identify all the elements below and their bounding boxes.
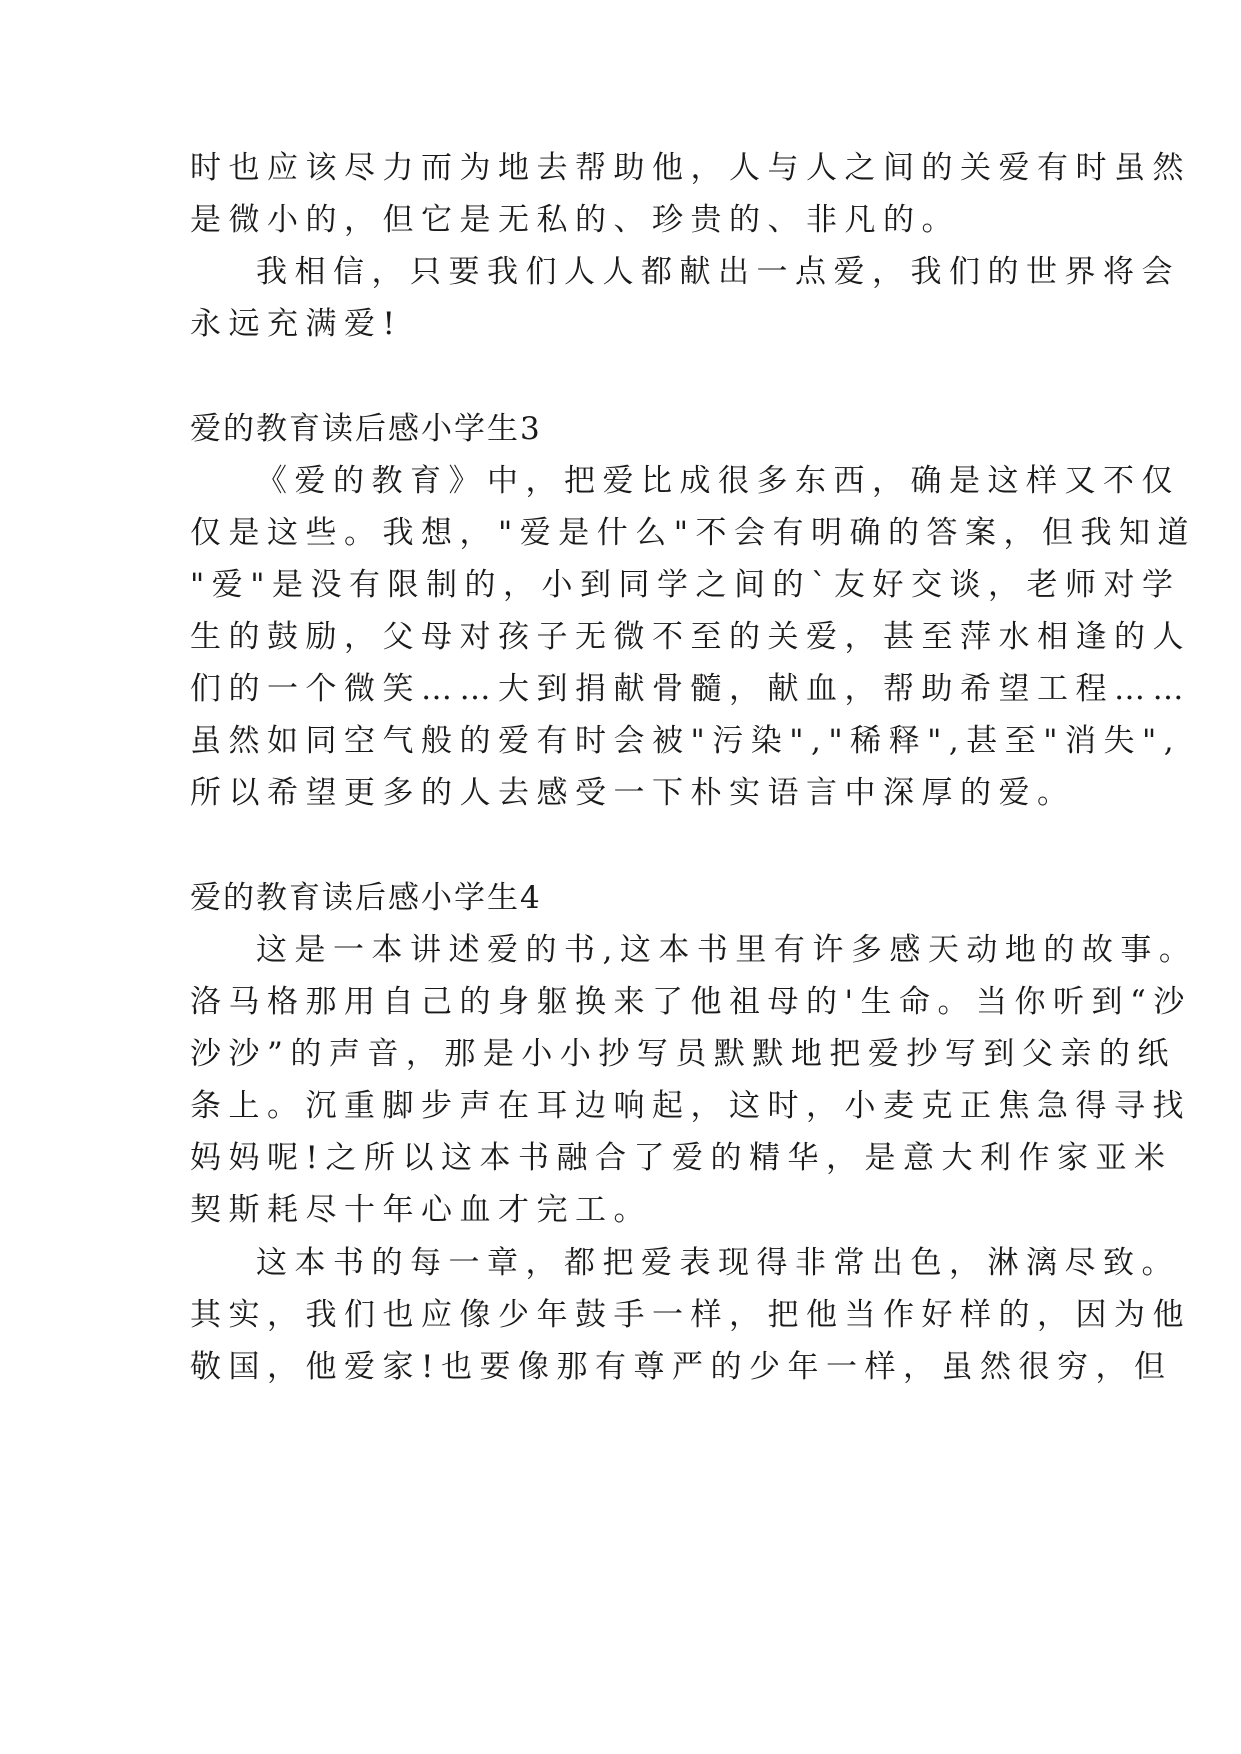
- text-line: 们的一个微笑……大到捐献骨髓，献血，帮助希望工程……: [190, 671, 1191, 707]
- text-line: 沙沙”的声音，那是小小抄写员默默地把爱抄写到父亲的纸: [190, 1036, 1176, 1072]
- text-line: 是微小的，但它是无私的、珍贵的、非凡的。: [190, 202, 960, 238]
- text-line: 其实，我们也应像少年鼓手一样，把他当作好样的，因为他: [190, 1297, 1191, 1333]
- text-line: 敬国，他爱家!也要像那有尊严的少年一样，虽然很穷，但: [190, 1349, 1173, 1385]
- text-line: 永远充满爱!: [190, 306, 403, 342]
- text-line: 洛马格那用自己的身躯换来了他祖母的'生命。当你听到“沙: [190, 984, 1192, 1020]
- text-line: 生的鼓励，父母对孩子无微不至的关爱，甚至萍水相逢的人: [190, 619, 1191, 655]
- text-line: 所以希望更多的人去感受一下朴实语言中深厚的爱。: [190, 775, 1076, 811]
- text-line: 我相信，只要我们人人都献出一点爱，我们的世界将会: [256, 254, 1180, 290]
- text-line: 这本书的每一章，都把爱表现得非常出色，淋漓尽致。: [256, 1245, 1180, 1281]
- section-heading: 爱的教育读后感小学生4: [190, 880, 542, 916]
- text-line: 时也应该尽力而为地去帮助他，人与人之间的关爱有时虽然: [190, 150, 1191, 186]
- text-line: 条上。沉重脚步声在耳边响起，这时，小麦克正焦急得寻找: [190, 1088, 1191, 1124]
- text-line: 这是一本讲述爱的书,这本书里有许多感天动地的故事。: [256, 932, 1198, 968]
- text-line: 虽然如同空气般的爱有时会被"污染","稀释",甚至"消失",: [190, 723, 1182, 759]
- text-line: 契斯耗尽十年心血才完工。: [190, 1192, 652, 1228]
- text-line: 《爱的教育》中，把爱比成很多东西，确是这样又不仅: [256, 463, 1180, 499]
- section-heading: 爱的教育读后感小学生3: [190, 411, 542, 447]
- text-line: "爱"是没有限制的，小到同学之间的`友好交谈，老师对学: [190, 567, 1181, 603]
- text-line: 妈妈呢!之所以这本书融合了爱的精华，是意大利作家亚米: [190, 1140, 1173, 1176]
- text-line: 仅是这些。我想，"爱是什么"不会有明确的答案，但我知道: [190, 515, 1197, 551]
